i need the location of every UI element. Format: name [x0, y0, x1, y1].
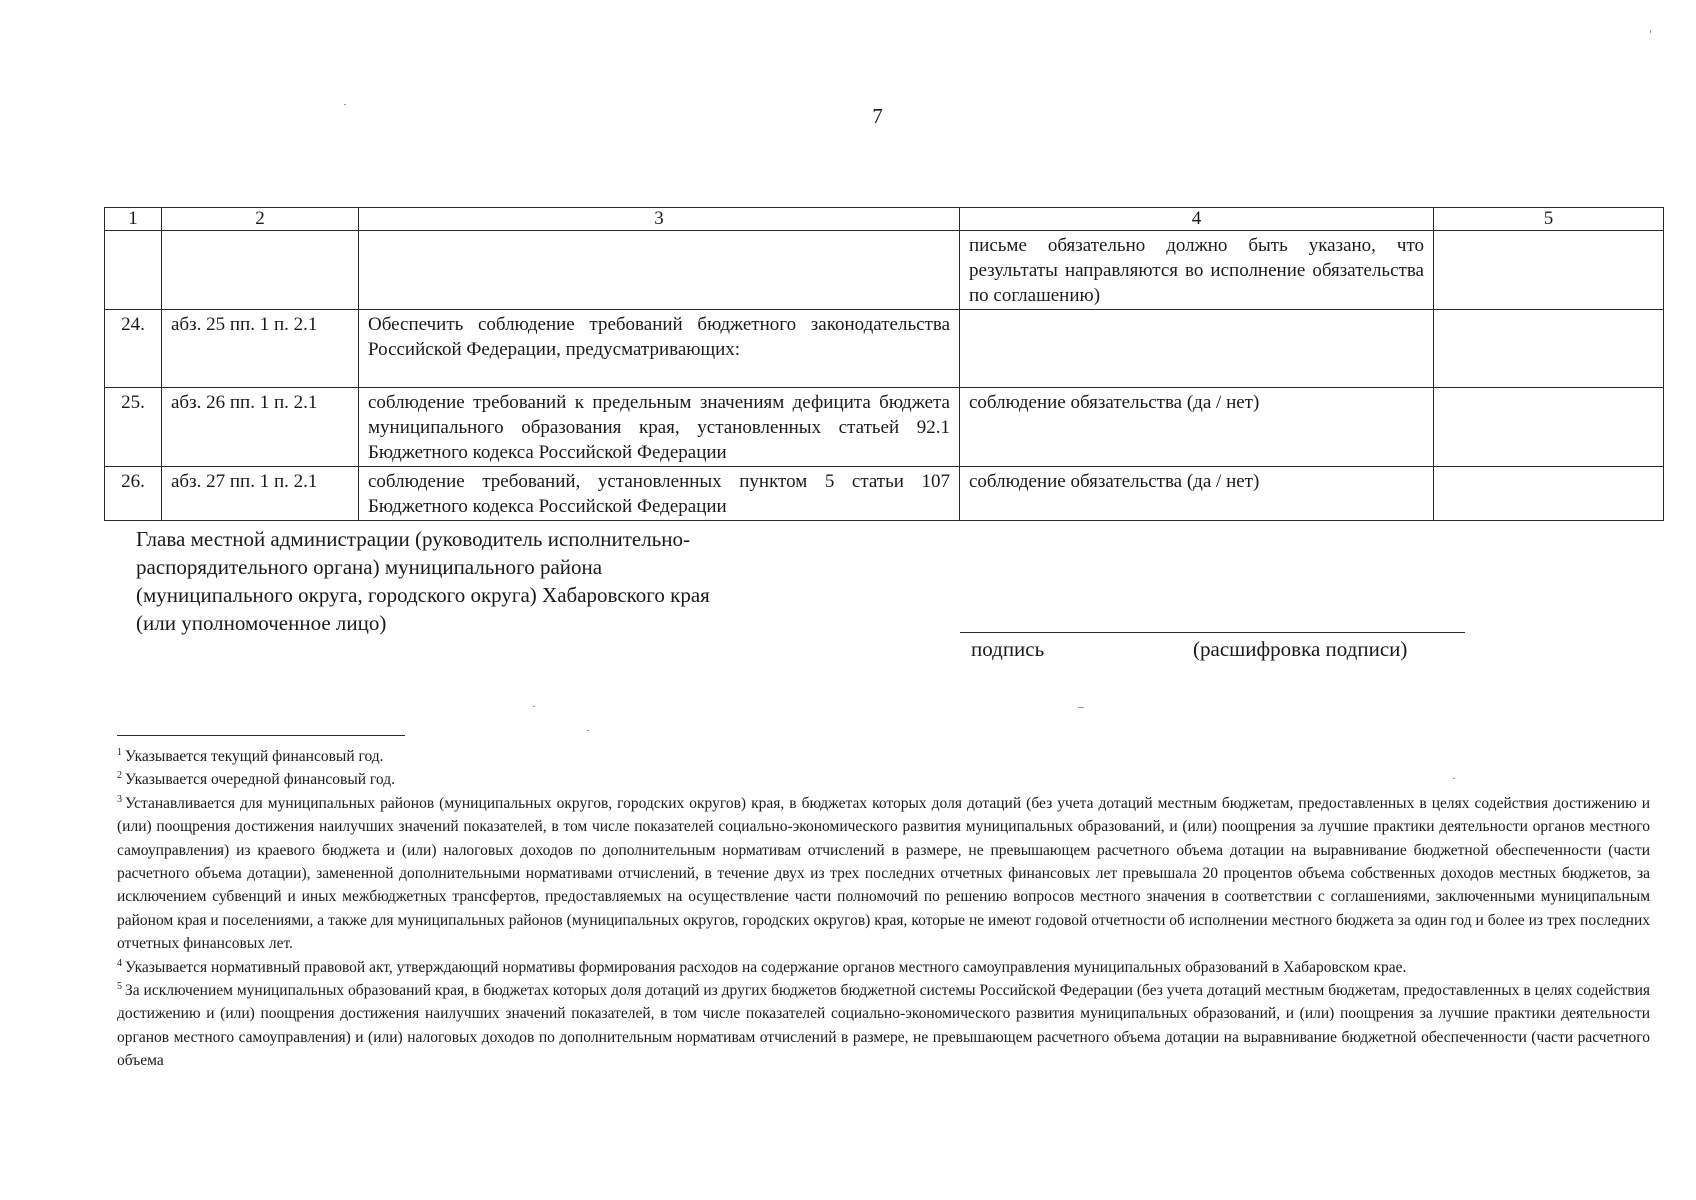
footnote-mark: 1 [117, 746, 122, 758]
footnote-text: За исключением муниципальных образований края, в бюджетах которых доля дотаций из других бюджетов бюджетной системы Российской Федерации (без учета дотаций местным бюджетам, предоставленных в целях содействия достижению и (или) поощрения достижения наилучших значений показателей, в том числе показателей социально-экономического развития муниципальных образований, и (или) поощрения за лучшие практики деятельности органов местного самоуправления) и (или) налоговых доходов по дополнительным нормативам отчислений в размере, не превышающем расчетного объема дотации на выравнивание бюджетной обеспеченности (части расчетного объема [117, 982, 1650, 1070]
indicator-cell: соблюдение обязательства (да / нет) [960, 467, 1434, 521]
row-number-cell: 26. [105, 467, 162, 521]
footnotes [117, 745, 1650, 1073]
signature-label: подпись [971, 637, 1045, 661]
row-number-cell: 25. [105, 388, 162, 467]
signature-line [960, 632, 1465, 633]
table-row [105, 388, 1664, 467]
footnote [117, 956, 1650, 979]
table-header-row [105, 208, 1664, 231]
obligation-text-cell: соблюдение требований к предельным значениям дефицита бюджета муниципального образования края, установленных статьей 92.1 Бюджетного кодекса Российской Федерации [359, 388, 960, 467]
footnote-mark: 2 [117, 770, 122, 782]
obligation-text-cell: Обеспечить соблюдение требований бюджетного законодательства Российской Федерации, предусматривающих: [359, 310, 960, 388]
footnote-text: Указывается очередной финансовый год. [125, 771, 395, 789]
scan-speck [1453, 778, 1455, 779]
column-header: 3 [359, 208, 960, 231]
signer-title-line: распорядительного органа) муниципального района [136, 555, 603, 579]
clause-reference-cell: абз. 26 пп. 1 п. 2.1 [162, 388, 359, 467]
value-cell [1434, 467, 1664, 521]
signer-title [136, 525, 836, 637]
clause-reference-cell: абз. 25 пп. 1 п. 2.1 [162, 310, 359, 388]
indicator-cell: письме обязательно должно быть указано, что результаты направляются во исполнение обязательства по соглашению) [960, 231, 1434, 310]
signer-title-line: Глава местной администрации (руководитель исполнительно- [136, 527, 690, 551]
table-row [105, 310, 1664, 388]
table-row [105, 231, 1664, 310]
value-cell [1434, 310, 1664, 388]
indicator-cell [960, 310, 1434, 388]
clause-reference-cell [162, 231, 359, 310]
footnote [117, 979, 1650, 1073]
footnote-separator [117, 735, 405, 736]
row-number-cell [105, 231, 162, 310]
indicator-cell: соблюдение обязательства (да / нет) [960, 388, 1434, 467]
scan-speck [533, 706, 535, 707]
scan-speck [587, 730, 589, 731]
page-number: 7 [872, 104, 883, 128]
footnote-mark: 5 [117, 980, 122, 992]
scan-speck [344, 104, 346, 105]
scan-speck [1650, 30, 1651, 33]
value-cell [1434, 231, 1664, 310]
footnote-text: Устанавливается для муниципальных районов (муниципальных округов, городских округов) края, в бюджетах которых доля дотаций (без учета дотаций местным бюджетам, предоставленных в целях содействия достижению и (или) поощрения достижения наилучших значений показателей, в том числе показателей социально-экономического развития муниципальных образований, и (или) поощрения за лучшие практики деятельности органов местного самоуправления) из краевого бюджета и (или) налоговых доходов по дополнительным нормативам отчислений в размере, не превышающем расчетного объема дотации на выравнивание бюджетной обеспеченности (части расчетного объема дотации), замененной дополнительными нормативами отчислений, в течение двух из трех последних отчетных финансовых лет превышала 20 процентов объема собственных доходов местных бюджетов, за исключением субвенций и иных межбюджетных трансфертов, предоставляемых на осуществление части полномочий по решению вопросов местного значения в соответствии с соглашениями, заключенными муниципальным районом края и поселениями, а также для муниципальных районов (муниципальных округов, городских округов) края, которые не имеют годовой отчетности об исполнении местного бюджета за один год и более из трех последних отчетных финансовых лет. [117, 794, 1650, 953]
column-header: 4 [960, 208, 1434, 231]
obligation-text-cell [359, 231, 960, 310]
scan-speck [1078, 707, 1084, 708]
obligations-table [104, 207, 1664, 521]
signer-title-line: (муниципального округа, городского округа) Хабаровского края [136, 583, 710, 607]
value-cell [1434, 388, 1664, 467]
footnote-mark: 4 [117, 957, 122, 969]
column-header: 1 [105, 208, 162, 231]
row-number-cell: 24. [105, 310, 162, 388]
footnote-text: Указывается нормативный правовой акт, утверждающий нормативы формирования расходов на содержание органов местного самоуправления муниципальных образований в Хабаровском крае. [125, 958, 1407, 976]
signer-title-line: (или уполномоченное лицо) [136, 611, 387, 635]
table-row [105, 467, 1664, 521]
footnote-text: Указывается текущий финансовый год. [125, 748, 384, 765]
column-header: 2 [162, 208, 359, 231]
column-header: 5 [1434, 208, 1664, 231]
signature-decoding-label: (расшифровка подписи) [1193, 637, 1408, 661]
obligation-text-cell: соблюдение требований, установленных пунктом 5 статьи 107 Бюджетного кодекса Российской Федерации [359, 467, 960, 521]
footnote [117, 745, 1650, 768]
clause-reference-cell: абз. 27 пп. 1 п. 2.1 [162, 467, 359, 521]
footnote-mark: 3 [117, 793, 122, 805]
footnote [117, 768, 1650, 791]
footnote [117, 792, 1650, 956]
